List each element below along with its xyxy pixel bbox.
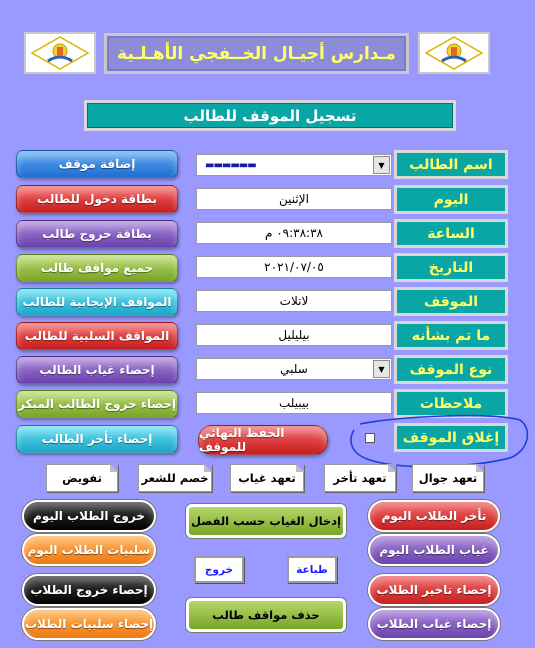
late-stats-button[interactable]: إحصاء تأخر الطالب xyxy=(16,425,178,453)
notes-label: ملاحظات xyxy=(394,389,508,418)
action-taken-field[interactable]: بيليليل xyxy=(196,324,392,346)
school-title: مـدارس أجيـال الخــفجي الأهـلـية xyxy=(117,43,396,64)
action-taken-label: ما تم بشأنه xyxy=(394,321,508,350)
situation-field[interactable]: لاتلات xyxy=(196,290,392,312)
situation-label: الموقف xyxy=(394,287,508,316)
exit-stats-button[interactable]: إحصاء خروج الطلاب xyxy=(22,574,156,606)
notes-field[interactable]: بيبيلب xyxy=(196,392,392,414)
negatives-stats-button[interactable]: إحصاء سلبيات الطلاب xyxy=(22,608,156,640)
tab-absence-pledge[interactable]: تعهد غياب xyxy=(230,464,304,492)
tab-mobile-pledge[interactable]: تعهد جوال xyxy=(412,464,484,492)
day-field[interactable]: الإثنين xyxy=(196,188,392,210)
dropdown-arrow-icon[interactable]: ▼ xyxy=(373,360,390,378)
tab-hair-deduction[interactable]: خصم للشعر xyxy=(138,464,212,492)
negative-situations-button[interactable]: المواقف السلبية للطالب xyxy=(16,322,178,350)
early-exit-stats-button[interactable]: إحصاء خروج الطالب المبكر xyxy=(16,390,178,418)
student-name-label: اسم الطالب xyxy=(394,150,508,179)
time-label: الساعة xyxy=(394,219,508,248)
negatives-today-button[interactable]: سلبيات الطلاب اليوم xyxy=(22,534,156,566)
late-today-button[interactable]: تأخر الطلاب اليوم xyxy=(368,500,500,532)
positive-situations-button[interactable]: المواقف الإيجابية للطالب xyxy=(16,288,178,316)
delete-situations-button[interactable]: حذف مواقف طالب xyxy=(186,598,346,632)
final-save-button[interactable]: الحفظ النهائي للموقف xyxy=(198,425,328,455)
dropdown-arrow-icon[interactable]: ▼ xyxy=(373,156,390,174)
add-situation-button[interactable]: إضافة موقف xyxy=(16,150,178,178)
school-title-banner xyxy=(104,33,409,74)
late-stats-all-button[interactable]: إحصاء تاخير الطلاب xyxy=(368,574,500,606)
school-logo-icon xyxy=(424,35,484,71)
absence-stats-all-button[interactable]: إحصاء غياب الطلاب xyxy=(368,608,500,640)
tab-late-pledge[interactable]: تعهد تأخر xyxy=(324,464,396,492)
close-situation-label: إغلاق الموقف xyxy=(394,423,508,452)
time-field[interactable]: ٠٩:٣٨:٣٨ م xyxy=(196,222,392,244)
tab-delegation[interactable]: تفويض xyxy=(46,464,118,492)
school-logo-left xyxy=(24,32,96,74)
school-logo-icon xyxy=(30,35,90,71)
exit-button[interactable]: خروج xyxy=(194,556,244,583)
form-subtitle: تسجيل الموقف للطالب xyxy=(84,100,456,131)
exit-card-button[interactable]: بطاقة خروج طالب xyxy=(16,220,178,248)
entry-card-button[interactable]: بطاقة دخول للطالب xyxy=(16,185,178,213)
student-name-field[interactable] xyxy=(196,154,392,176)
student-name-value: ▬▬▬▬▬▬ xyxy=(205,159,256,171)
situation-type-field[interactable] xyxy=(196,358,392,380)
date-field[interactable]: ٢٠٢١/٠٧/٠٥ xyxy=(196,256,392,278)
day-label: اليوم xyxy=(394,185,508,214)
enter-absence-button[interactable]: إدخال الغياب حسب الفصل xyxy=(186,504,346,538)
school-logo-right xyxy=(418,32,490,74)
print-button[interactable]: طباعة xyxy=(287,556,337,583)
annotation-circle xyxy=(340,410,535,470)
exit-today-button[interactable]: خروج الطلاب اليوم xyxy=(22,500,156,532)
absence-stats-button[interactable]: إحصاء غياب الطالب xyxy=(16,356,178,384)
situation-type-value: سلبي xyxy=(280,362,308,376)
all-situations-button[interactable]: جميع مواقف طالب xyxy=(16,254,178,282)
situation-type-label: نوع الموقف xyxy=(394,355,508,384)
absent-today-button[interactable]: غياب الطلاب اليوم xyxy=(368,534,500,566)
date-label: التاريخ xyxy=(394,253,508,282)
